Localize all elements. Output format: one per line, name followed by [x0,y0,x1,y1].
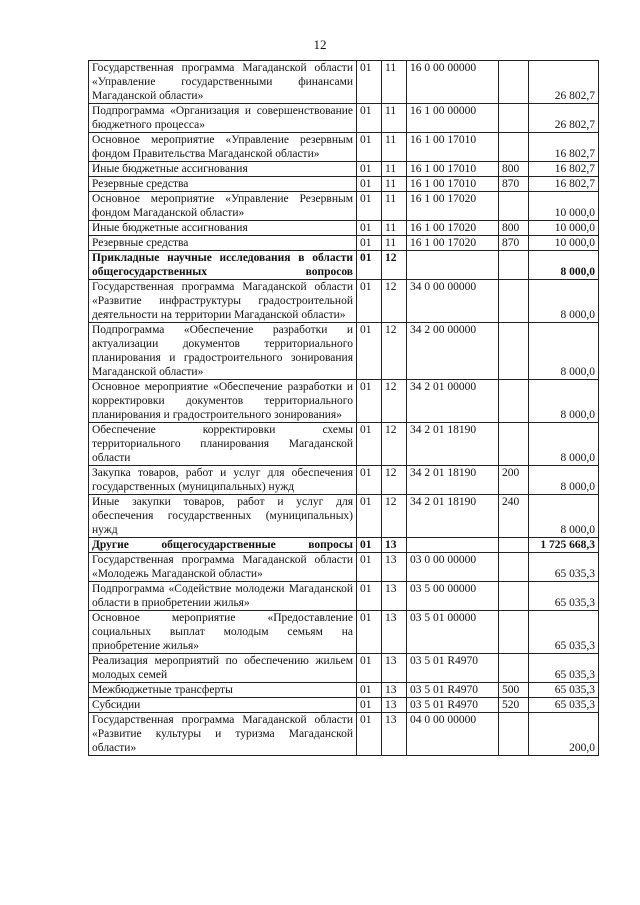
target-item-code-cell [407,251,499,280]
subsection-code-cell: 11 [382,236,407,251]
amount-cell: 65 035,3 [529,611,599,654]
section-code-cell: 01 [357,177,382,192]
expense-type-code-cell [499,251,529,280]
expense-name-cell: Прикладные научные исследования в области общегосударственных вопросов [89,251,357,280]
section-code-cell: 01 [357,192,382,221]
section-code-cell: 01 [357,713,382,756]
subsection-code-cell: 13 [382,582,407,611]
section-code-cell: 01 [357,683,382,698]
expense-type-code-cell [499,323,529,380]
expense-name-cell: Иные закупки товаров, работ и услуг для обеспечения государственных (муниципальных) нужд [89,495,357,538]
page-number: 12 [313,37,327,52]
table-row [89,495,599,538]
expense-name-cell: Подпрограмма «Содействие молодежи Магаданской области в приобретении жилья» [89,582,357,611]
amount-cell: 8 000,0 [529,466,599,495]
subsection-code-cell: 13 [382,654,407,683]
subsection-code-cell: 13 [382,683,407,698]
section-code-cell: 01 [357,236,382,251]
subsection-code-cell: 13 [382,713,407,756]
subsection-code-cell: 12 [382,323,407,380]
target-item-code-cell: 34 2 01 00000 [407,380,499,423]
expense-type-code-cell [499,280,529,323]
table-row [89,236,599,251]
table-row [89,104,599,133]
section-code-cell: 01 [357,251,382,280]
expense-name-cell: Реализация мероприятий по обеспечению жильем молодых семей [89,654,357,683]
target-item-code-cell: 16 1 00 17020 [407,236,499,251]
target-item-code-cell: 03 5 00 00000 [407,582,499,611]
subsection-code-cell: 12 [382,251,407,280]
expense-name-cell: Обеспечение корректировки схемы территориального планирования Магаданской области [89,423,357,466]
section-code-cell: 01 [357,133,382,162]
table-row [89,683,599,698]
table-row [89,713,599,756]
subsection-code-cell: 12 [382,280,407,323]
amount-cell: 8 000,0 [529,251,599,280]
target-item-code-cell: 03 5 01 R4970 [407,698,499,713]
expense-type-code-cell: 800 [499,221,529,236]
table-row [89,553,599,582]
budget-table-body [89,61,599,756]
expense-type-code-cell [499,423,529,466]
subsection-code-cell: 11 [382,61,407,104]
section-code-cell: 01 [357,221,382,236]
amount-cell: 26 802,7 [529,104,599,133]
expense-name-cell: Основное мероприятие «Предоставление социальных выплат молодым семьям на приобретение жилья» [89,611,357,654]
table-row [89,466,599,495]
expense-name-cell: Закупка товаров, работ и услуг для обеспечения государственных (муниципальных) нужд [89,466,357,495]
target-item-code-cell: 16 1 00 17010 [407,162,499,177]
expense-name-cell: Межбюджетные трансферты [89,683,357,698]
target-item-code-cell: 16 1 00 17010 [407,177,499,192]
table-row [89,582,599,611]
amount-cell: 65 035,3 [529,683,599,698]
subsection-code-cell: 13 [382,538,407,553]
amount-cell: 65 035,3 [529,654,599,683]
target-item-code-cell: 03 0 00 00000 [407,553,499,582]
section-code-cell: 01 [357,538,382,553]
expense-type-code-cell [499,61,529,104]
subsection-code-cell: 12 [382,423,407,466]
expense-type-code-cell [499,538,529,553]
target-item-code-cell: 03 5 01 00000 [407,611,499,654]
section-code-cell: 01 [357,698,382,713]
table-row [89,280,599,323]
expense-type-code-cell: 500 [499,683,529,698]
table-row [89,323,599,380]
expense-type-code-cell: 870 [499,177,529,192]
table-row [89,61,599,104]
expense-name-cell: Государственная программа Магаданской области «Развитие инфраструктуры градостроительной деятельности на территории Магаданской области» [89,280,357,323]
expense-name-cell: Государственная программа Магаданской области «Молодежь Магаданской области» [89,553,357,582]
table-row [89,698,599,713]
subsection-code-cell: 11 [382,177,407,192]
amount-cell: 16 802,7 [529,177,599,192]
target-item-code-cell: 34 2 01 18190 [407,495,499,538]
subsection-code-cell: 12 [382,466,407,495]
table-row [89,133,599,162]
amount-cell: 8 000,0 [529,280,599,323]
section-code-cell: 01 [357,553,382,582]
subsection-code-cell: 13 [382,698,407,713]
expense-name-cell: Основное мероприятие «Управление Резервным фондом Магаданской области» [89,192,357,221]
amount-cell: 16 802,7 [529,162,599,177]
section-code-cell: 01 [357,423,382,466]
expense-name-cell: Подпрограмма «Обеспечение разработки и актуализации документов территориального планирования и градостроительного зонирования Магаданской области» [89,323,357,380]
section-code-cell: 01 [357,380,382,423]
expense-type-code-cell: 240 [499,495,529,538]
section-code-cell: 01 [357,495,382,538]
amount-cell: 200,0 [529,713,599,756]
amount-cell: 65 035,3 [529,553,599,582]
amount-cell: 10 000,0 [529,236,599,251]
amount-cell: 1 725 668,3 [529,538,599,553]
section-code-cell: 01 [357,280,382,323]
subsection-code-cell: 13 [382,553,407,582]
amount-cell: 8 000,0 [529,423,599,466]
expense-type-code-cell [499,582,529,611]
expense-type-code-cell [499,133,529,162]
expense-type-code-cell [499,104,529,133]
amount-cell: 8 000,0 [529,323,599,380]
table-row [89,162,599,177]
target-item-code-cell: 34 2 01 18190 [407,466,499,495]
amount-cell: 16 802,7 [529,133,599,162]
amount-cell: 65 035,3 [529,698,599,713]
subsection-code-cell: 11 [382,162,407,177]
target-item-code-cell: 34 2 01 18190 [407,423,499,466]
expense-name-cell: Подпрограмма «Организация и совершенствование бюджетного процесса» [89,104,357,133]
budget-table [88,60,599,756]
expense-type-code-cell: 800 [499,162,529,177]
subsection-code-cell: 11 [382,133,407,162]
section-code-cell: 01 [357,104,382,133]
subsection-code-cell: 11 [382,221,407,236]
expense-name-cell: Иные бюджетные ассигнования [89,162,357,177]
section-code-cell: 01 [357,323,382,380]
expense-name-cell: Основное мероприятие «Управление резервным фондом Правительства Магаданской области» [89,133,357,162]
table-row [89,251,599,280]
expense-type-code-cell [499,192,529,221]
expense-type-code-cell [499,654,529,683]
expense-type-code-cell [499,380,529,423]
target-item-code-cell: 16 0 00 00000 [407,61,499,104]
amount-cell: 8 000,0 [529,495,599,538]
expense-name-cell: Государственная программа Магаданской области «Развитие культуры и туризма Магаданской области» [89,713,357,756]
target-item-code-cell: 03 5 01 R4970 [407,654,499,683]
subsection-code-cell: 11 [382,104,407,133]
table-row [89,380,599,423]
table-row [89,177,599,192]
subsection-code-cell: 12 [382,380,407,423]
expense-name-cell: Государственная программа Магаданской области «Управление государственными финансами Магаданской области» [89,61,357,104]
expense-name-cell: Основное мероприятие «Обеспечение разработки и корректировки документов территориального планирования и градостроительного зонирования» [89,380,357,423]
amount-cell: 10 000,0 [529,221,599,236]
target-item-code-cell: 34 0 00 00000 [407,280,499,323]
target-item-code-cell: 16 1 00 17020 [407,192,499,221]
expense-type-code-cell: 200 [499,466,529,495]
subsection-code-cell: 11 [382,192,407,221]
target-item-code-cell: 16 1 00 17020 [407,221,499,236]
expense-type-code-cell: 520 [499,698,529,713]
amount-cell: 26 802,7 [529,61,599,104]
expense-name-cell: Субсидии [89,698,357,713]
expense-name-cell: Резервные средства [89,236,357,251]
section-code-cell: 01 [357,162,382,177]
subsection-code-cell: 13 [382,611,407,654]
section-code-cell: 01 [357,466,382,495]
table-row [89,611,599,654]
amount-cell: 65 035,3 [529,582,599,611]
section-code-cell: 01 [357,61,382,104]
expense-type-code-cell [499,553,529,582]
expense-type-code-cell [499,611,529,654]
table-row [89,221,599,236]
expense-name-cell: Другие общегосударственные вопросы [89,538,357,553]
target-item-code-cell [407,538,499,553]
table-row [89,192,599,221]
section-code-cell: 01 [357,582,382,611]
subsection-code-cell: 12 [382,495,407,538]
amount-cell: 8 000,0 [529,380,599,423]
section-code-cell: 01 [357,611,382,654]
table-row [89,654,599,683]
table-row [89,423,599,466]
expense-name-cell: Резервные средства [89,177,357,192]
expense-name-cell: Иные бюджетные ассигнования [89,221,357,236]
target-item-code-cell: 03 5 01 R4970 [407,683,499,698]
target-item-code-cell: 16 1 00 17010 [407,133,499,162]
table-row [89,538,599,553]
section-code-cell: 01 [357,654,382,683]
target-item-code-cell: 34 2 00 00000 [407,323,499,380]
expense-type-code-cell: 870 [499,236,529,251]
amount-cell: 10 000,0 [529,192,599,221]
target-item-code-cell: 16 1 00 00000 [407,104,499,133]
expense-type-code-cell [499,713,529,756]
target-item-code-cell: 04 0 00 00000 [407,713,499,756]
